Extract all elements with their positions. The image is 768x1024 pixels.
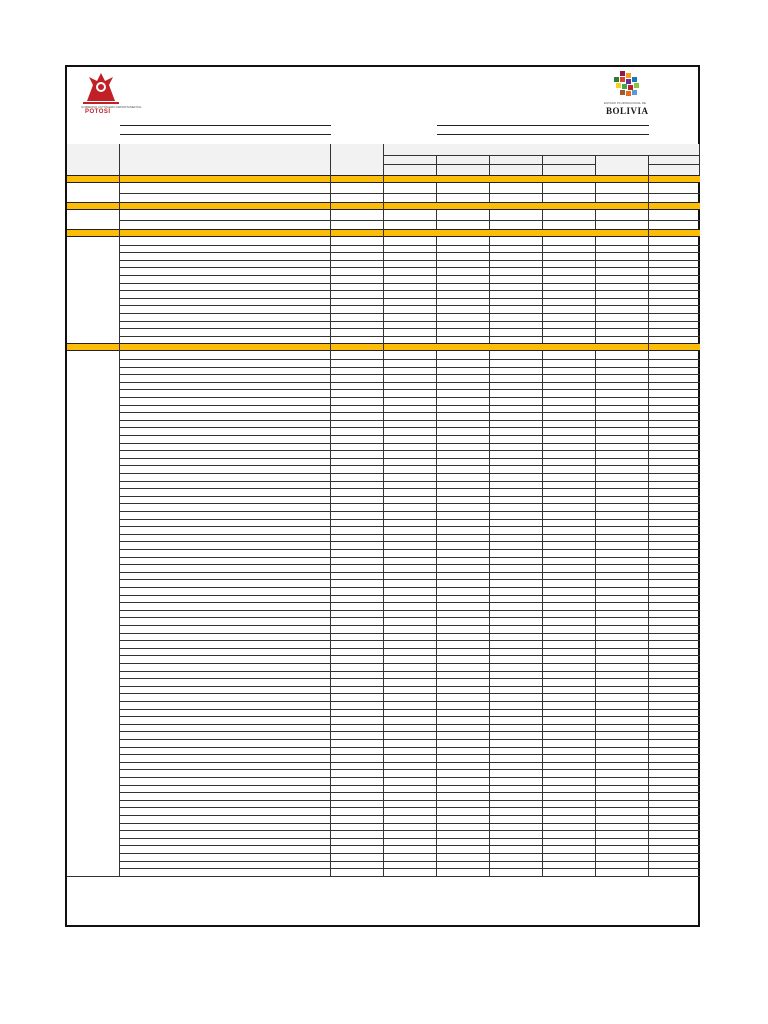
table-row-line bbox=[120, 283, 700, 284]
table-row-line bbox=[120, 595, 700, 596]
table-row-line bbox=[120, 549, 700, 550]
table-row-line bbox=[120, 503, 700, 504]
table-col-divider bbox=[330, 210, 331, 229]
table-row-line bbox=[120, 473, 700, 474]
table-row-line bbox=[120, 617, 700, 618]
table-row-line bbox=[120, 564, 700, 565]
table-row-line bbox=[120, 305, 700, 306]
table-row-line bbox=[120, 579, 700, 580]
table-row-line bbox=[120, 511, 700, 512]
header-subcol-divider bbox=[648, 155, 649, 175]
table-row-line bbox=[120, 488, 700, 489]
table-col-divider bbox=[383, 210, 384, 229]
table-col-divider bbox=[330, 237, 331, 343]
table-row-line bbox=[120, 663, 700, 664]
table-row-line bbox=[120, 640, 700, 641]
table-col-divider bbox=[383, 351, 384, 875]
table-row-line bbox=[120, 671, 700, 672]
table-row-line bbox=[120, 754, 700, 755]
table-row-line bbox=[120, 587, 700, 588]
table-col-divider bbox=[436, 210, 437, 229]
table-row-line bbox=[120, 420, 700, 421]
table-row-line bbox=[120, 807, 700, 808]
table-row-line bbox=[120, 389, 700, 390]
band-divider bbox=[648, 202, 649, 210]
table-row-line bbox=[120, 336, 700, 337]
table-row-line bbox=[120, 731, 700, 732]
table-row-line bbox=[120, 267, 700, 268]
table-row-line bbox=[120, 193, 700, 194]
table-row-line bbox=[120, 534, 700, 535]
header-col-divider bbox=[330, 144, 331, 175]
header-col-divider bbox=[383, 144, 384, 175]
table-row-line bbox=[120, 313, 700, 314]
table-row-line bbox=[120, 686, 700, 687]
header-subgroup-line bbox=[649, 164, 700, 165]
table-row-line bbox=[120, 496, 700, 497]
table-col-divider bbox=[648, 237, 649, 343]
table-col-divider bbox=[648, 183, 649, 202]
section-group-bottom bbox=[67, 876, 120, 877]
form-table bbox=[67, 67, 698, 925]
band-divider bbox=[119, 343, 120, 351]
table-row-line bbox=[120, 541, 700, 542]
table-col-divider bbox=[436, 237, 437, 343]
header-subcol-divider bbox=[489, 155, 490, 175]
table-col-divider bbox=[119, 237, 120, 343]
table-row-line bbox=[120, 328, 700, 329]
band-divider bbox=[330, 343, 331, 351]
table-col-divider bbox=[542, 183, 543, 202]
table-row-line bbox=[120, 861, 700, 862]
form-sheet bbox=[65, 65, 700, 927]
table-col-divider bbox=[436, 351, 437, 875]
band-divider bbox=[383, 202, 384, 210]
table-row-line bbox=[120, 747, 700, 748]
table-col-divider bbox=[119, 210, 120, 229]
table-row-line bbox=[120, 405, 700, 406]
table-col-divider bbox=[436, 183, 437, 202]
table-row-line bbox=[120, 633, 700, 634]
band-divider bbox=[119, 229, 120, 237]
header-subcol-divider bbox=[542, 155, 543, 175]
table-row-line bbox=[120, 557, 700, 558]
table-row-line bbox=[120, 458, 700, 459]
table-col-divider bbox=[595, 183, 596, 202]
table-row-line bbox=[120, 762, 700, 763]
table-col-divider bbox=[330, 183, 331, 202]
table-row-line bbox=[120, 427, 700, 428]
table-row-line bbox=[120, 709, 700, 710]
table-col-divider bbox=[542, 210, 543, 229]
table-row-line bbox=[120, 777, 700, 778]
table-row-line bbox=[120, 823, 700, 824]
band-divider bbox=[330, 229, 331, 237]
table-row-line bbox=[120, 572, 700, 573]
table-row-line bbox=[120, 610, 700, 611]
table-row-line bbox=[120, 298, 700, 299]
table-row-line bbox=[120, 693, 700, 694]
band-divider bbox=[383, 229, 384, 237]
table-row-line bbox=[120, 716, 700, 717]
table-row-line bbox=[120, 382, 700, 383]
band-divider bbox=[383, 175, 384, 183]
table-row-line bbox=[120, 275, 700, 276]
table-col-divider bbox=[595, 237, 596, 343]
band-divider bbox=[330, 175, 331, 183]
table-col-divider bbox=[119, 183, 120, 202]
table-row-line bbox=[120, 724, 700, 725]
table-row-line bbox=[120, 853, 700, 854]
table-row-line bbox=[120, 868, 700, 869]
table-row-line bbox=[120, 678, 700, 679]
header-subgroup-line bbox=[384, 164, 596, 165]
header-col-divider bbox=[699, 144, 700, 175]
table-row-line bbox=[120, 830, 700, 831]
table-row-line bbox=[120, 769, 700, 770]
table-col-divider bbox=[119, 351, 120, 875]
table-col-divider bbox=[595, 351, 596, 875]
table-row-line bbox=[120, 739, 700, 740]
table-col-divider bbox=[383, 237, 384, 343]
bolivia-title: BOLIVIA bbox=[606, 106, 649, 116]
table-col-divider bbox=[489, 210, 490, 229]
table-row-line bbox=[120, 876, 700, 877]
table-row-line bbox=[120, 290, 700, 291]
table-col-divider bbox=[542, 237, 543, 343]
table-col-divider bbox=[648, 210, 649, 229]
table-row-line bbox=[120, 252, 700, 253]
table-row-line bbox=[120, 481, 700, 482]
table-row-line bbox=[120, 655, 700, 656]
table-row-line bbox=[120, 526, 700, 527]
table-row-line bbox=[120, 321, 700, 322]
table-row-line bbox=[120, 800, 700, 801]
band-divider bbox=[648, 343, 649, 351]
header-subcol-divider bbox=[595, 155, 596, 175]
table-col-divider bbox=[648, 351, 649, 875]
table-row-line bbox=[120, 519, 700, 520]
table-row-line bbox=[120, 838, 700, 839]
band-divider bbox=[648, 175, 649, 183]
table-col-divider bbox=[489, 183, 490, 202]
table-row-line bbox=[120, 602, 700, 603]
table-row-line bbox=[120, 359, 700, 360]
potosi-title: POTOSÍ bbox=[85, 109, 111, 115]
table-row-line bbox=[120, 792, 700, 793]
table-col-divider bbox=[595, 210, 596, 229]
table-row-line bbox=[120, 701, 700, 702]
table-row-line bbox=[120, 443, 700, 444]
table-row-line bbox=[120, 648, 700, 649]
table-row-line bbox=[120, 245, 700, 246]
table-row-line bbox=[120, 220, 700, 221]
table-row-line bbox=[120, 465, 700, 466]
table-row-line bbox=[120, 625, 700, 626]
band-divider bbox=[330, 202, 331, 210]
band-divider bbox=[119, 175, 120, 183]
band-divider bbox=[648, 229, 649, 237]
header-subcol-divider bbox=[436, 155, 437, 175]
table-col-divider bbox=[330, 351, 331, 875]
table-col-divider bbox=[489, 237, 490, 343]
table-col-divider bbox=[542, 351, 543, 875]
table-col-divider bbox=[383, 183, 384, 202]
table-row-line bbox=[120, 435, 700, 436]
header-col-divider bbox=[119, 144, 120, 175]
table-row-line bbox=[120, 815, 700, 816]
table-row-line bbox=[120, 397, 700, 398]
table-row-line bbox=[120, 785, 700, 786]
table-row-line bbox=[120, 412, 700, 413]
potosi-subtitle: GOBIERNO AUTÓNOMO DEPARTAMENTAL bbox=[81, 105, 142, 109]
table-row-line bbox=[120, 260, 700, 261]
band-divider bbox=[119, 202, 120, 210]
bolivia-subtitle: ESTADO PLURINACIONAL DE bbox=[604, 101, 647, 105]
table-row-line bbox=[120, 845, 700, 846]
band-divider bbox=[383, 343, 384, 351]
table-col-divider bbox=[489, 351, 490, 875]
table-row-line bbox=[120, 367, 700, 368]
table-row-line bbox=[120, 450, 700, 451]
table-row-line bbox=[120, 374, 700, 375]
